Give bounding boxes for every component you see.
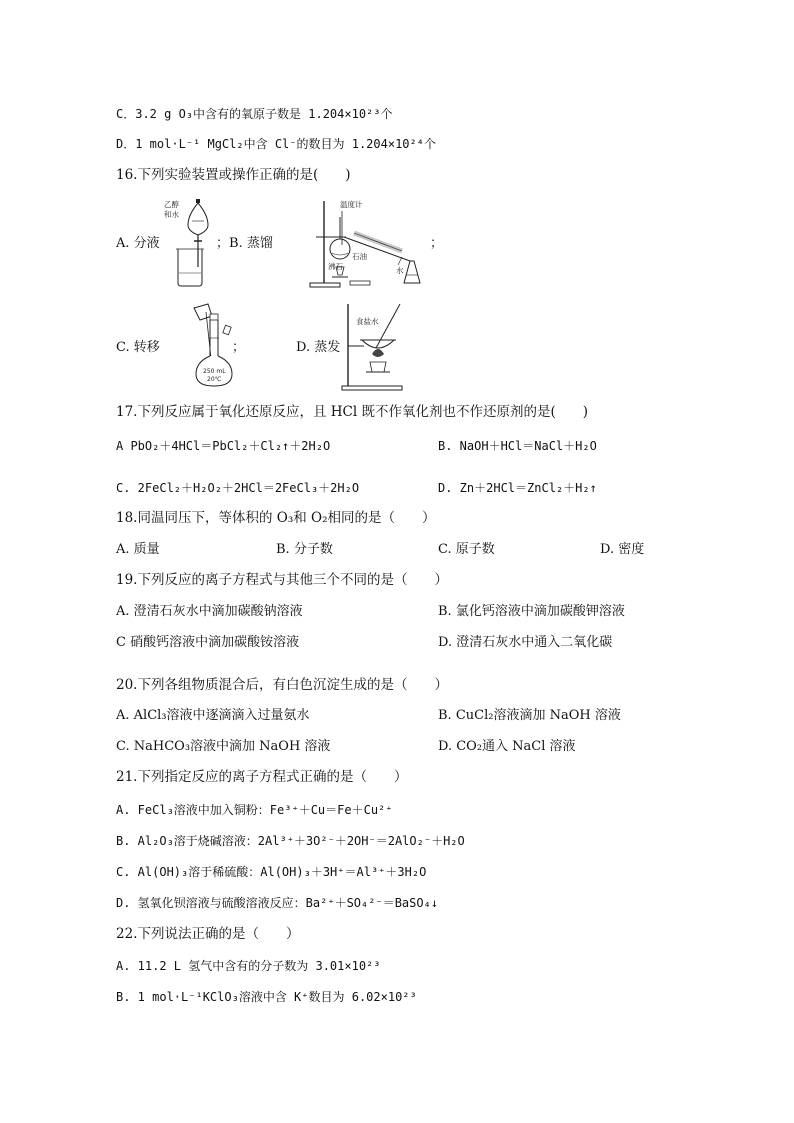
question-18-stem: 18.同温同压下，等体积的 O₃和 O₂相同的是（ ） <box>116 510 436 526</box>
separatory-funnel-figure <box>162 197 222 289</box>
question-19-stem: 19.下列反应的离子方程式与其他三个不同的是（ ） <box>116 572 448 588</box>
label-salt-water: 食盐水 <box>356 317 379 326</box>
q20-option-c: C. NaHCO₃溶液中滴加 NaOH 溶液 <box>116 739 331 754</box>
q20-option-d: D. CO₂通入 NaCl 溶液 <box>438 739 576 754</box>
option-c-prev: C．3.2 g O₃中含有的氧原子数是 1.204×10²³个 <box>116 107 393 121</box>
volumetric-flask-figure <box>190 300 238 392</box>
question-22-stem: 22.下列说法正确的是（ ） <box>116 926 300 942</box>
q18-option-d: D. 密度 <box>600 542 645 557</box>
q19-option-b: B. 氯化钙溶液中滴加碳酸钾溶液 <box>438 604 625 619</box>
option-d-prev: D．1 mol·L⁻¹ MgCl₂中含 Cl⁻的数目为 1.204×10²⁴个 <box>116 137 436 151</box>
q16-option-d: D. 蒸发 <box>296 340 341 355</box>
q18-option-a: A. 质量 <box>116 542 160 557</box>
q21-option-d: D. 氢氧化钡溶液与硫酸溶液反应：Ba²⁺＋SO₄²⁻＝BaSO₄↓ <box>116 896 439 910</box>
q21-option-b: B. Al₂O₃溶于烧碱溶液：2Al³⁺＋3O²⁻＋2OH⁻＝2AlO₂⁻＋H₂O <box>116 834 465 848</box>
q19-option-d: D. 澄清石灰水中通入二氧化碳 <box>438 635 613 650</box>
q16-option-b: ；B. 蒸馏 <box>216 236 273 251</box>
question-21-stem: 21.下列指定反应的离子方程式正确的是（ ） <box>116 769 408 785</box>
q21-option-a: A. FeCl₃溶液中加入铜粉：Fe³⁺＋Cu＝Fe＋Cu²⁺ <box>116 803 393 817</box>
q17-option-c: C. 2FeCl₂＋H₂O₂＋2HCl＝2FeCl₃＋2H₂O <box>116 481 360 495</box>
question-20-stem: 20.下列各组物质混合后，有白色沉淀生成的是（ ） <box>116 677 448 693</box>
label-flask-mark: 250 mL <box>203 368 226 375</box>
q17-option-b: B. NaOH＋HCl＝NaCl＋H₂O <box>438 439 597 453</box>
q17-option-d: D. Zn＋2HCl＝ZnCl₂＋H₂↑ <box>438 481 597 495</box>
q18-option-b: B. 分子数 <box>276 542 333 557</box>
label-water: 水 <box>396 266 404 275</box>
label-flask-temp: 20℃ <box>207 376 222 383</box>
q20-option-b: B. CuCl₂溶液滴加 NaOH 溶液 <box>438 708 621 723</box>
distillation-figure <box>306 197 434 291</box>
q20-option-a: A. AlCl₃溶液中逐滴滴入过量氨水 <box>116 708 310 723</box>
q22-option-b: B. 1 mol·L⁻¹KClO₃溶液中含 K⁺数目为 6.02×10²³ <box>116 990 417 1004</box>
q18-option-c: C. 原子数 <box>438 542 495 557</box>
label-oil: 石油 <box>352 252 367 261</box>
label-and-water: 和水 <box>164 210 179 219</box>
label-ethanol: 乙醇 <box>164 200 179 209</box>
label-thermometer: 温度计 <box>340 200 363 209</box>
question-17-stem: 17.下列反应属于氧化还原反应，且 HCl 既不作氧化剂也不作还原剂的是( ) <box>116 404 589 420</box>
q21-option-c: C. Al(OH)₃溶于稀硫酸：Al(OH)₃＋3H⁺＝Al³⁺＋3H₂O <box>116 865 427 879</box>
q16-option-b-tail: ； <box>430 236 444 251</box>
label-boiling-chips: 沸石 <box>328 262 343 271</box>
q22-option-a: A. 11.2 L 氢气中含有的分子数为 3.01×10²³ <box>116 959 381 973</box>
q16-option-a: A. 分液 <box>116 236 160 251</box>
q16-option-c-sep: ； <box>232 340 246 355</box>
q19-option-c: C 硝酸钙溶液中滴加碳酸铵溶液 <box>116 635 300 650</box>
evaporation-figure <box>340 300 414 392</box>
q19-option-a: A. 澄清石灰水中滴加碳酸钠溶液 <box>116 604 303 619</box>
q17-option-a: A PbO₂＋4HCl＝PbCl₂＋Cl₂↑＋2H₂O <box>116 439 331 453</box>
question-16-stem: 16.下列实验装置或操作正确的是( ) <box>116 167 351 183</box>
q16-option-c: C. 转移 <box>116 340 160 355</box>
